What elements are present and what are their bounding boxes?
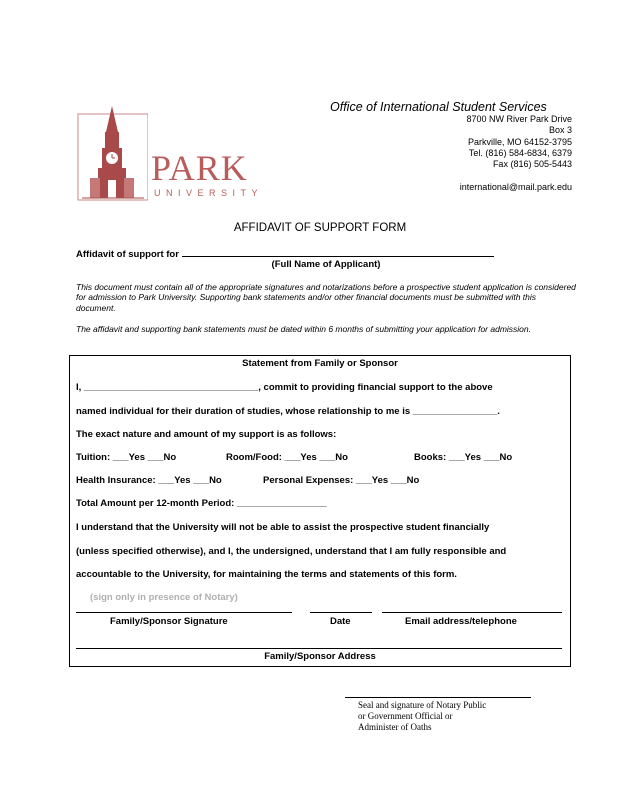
statement-text: (unless specified otherwise), and I, the undersigned, understand that I am fully responsible and [76,546,507,557]
statement-title: Statement from Family or Sponsor [242,358,398,369]
tuition-option[interactable]: Tuition: ___Yes ___No [76,452,177,463]
room-food-option[interactable]: Room/Food: ___Yes ___No [226,452,348,463]
notary-caption [358,700,486,733]
date-field[interactable] [310,612,372,613]
affidavit-label: Affidavit of support for [76,249,179,260]
statement-text: I understand that the University will not be able to assist the prospective student financially [76,522,490,533]
applicant-name-field[interactable] [182,246,494,257]
address-line: 8700 NW River Park Drive [466,114,572,124]
address-line: Box 3 [548,125,572,136]
date-label: Date [330,616,351,627]
address-line: Tel. (816) 584-6834, 6379 [468,147,572,158]
signature-label: Family/Sponsor Signature [110,616,228,627]
relationship-line[interactable]: named individual for their duration of studies, whose relationship to me is ________________. [76,406,500,417]
address-line: Parkville, MO 64152-3795 [467,136,572,147]
commit-line[interactable]: I, _________________________________, commit to providing financial support to the above [76,382,493,393]
total-amount-line[interactable]: Total Amount per 12-month Period: _________________ [76,498,327,509]
personal-expenses-option[interactable]: Personal Expenses: ___Yes ___No [263,475,420,486]
signature-field[interactable] [76,612,292,613]
logo-wordmark: PARK [151,148,248,188]
books-option[interactable]: Books: ___Yes ___No [414,452,513,463]
health-insurance-option[interactable]: Health Insurance: ___Yes ___No [76,475,222,486]
affidavit-row [76,246,494,260]
email-phone-field[interactable] [382,612,562,613]
email-phone-label: Email address/telephone [405,616,517,627]
support-intro: The exact nature and amount of my support is as follows: [76,429,337,440]
notice-paragraph: This document must contain all of the appropriate signatures and notarizations before a prospective student application is considered for admission to Park University. Supporting bank statements and/or other financial documents must be submitted with this document. [76,282,576,313]
statement-text: accountable to the University, for maintaining the terms and statements of this form. [76,569,457,580]
address-line: Fax (816) 505-5443 [492,159,572,170]
address-field[interactable] [76,648,562,649]
park-university-logo [76,102,271,202]
sign-hint: (sign only in presence of Notary) [90,592,238,603]
notice-paragraph: The affidavit and supporting bank statements must be dated within 6 months of submitting your application for admission. [76,324,531,334]
notary-signature-field[interactable] [345,697,531,698]
notary-line: or Government Official or [358,711,453,721]
clock-tower-icon [76,102,148,202]
office-title: Office of International Student Services [330,100,547,114]
applicant-caption: (Full Name of Applicant) [271,259,381,270]
notary-line: Administer of Oaths [358,722,432,732]
office-address [466,114,572,170]
form-title: AFFIDAVIT OF SUPPORT FORM [233,222,407,234]
office-email: international@mail.park.edu [459,182,572,192]
address-label: Family/Sponsor Address [264,651,376,662]
logo-subtitle: UNIVERSITY [154,188,264,198]
notary-line: Seal and signature of Notary Public [358,700,487,710]
